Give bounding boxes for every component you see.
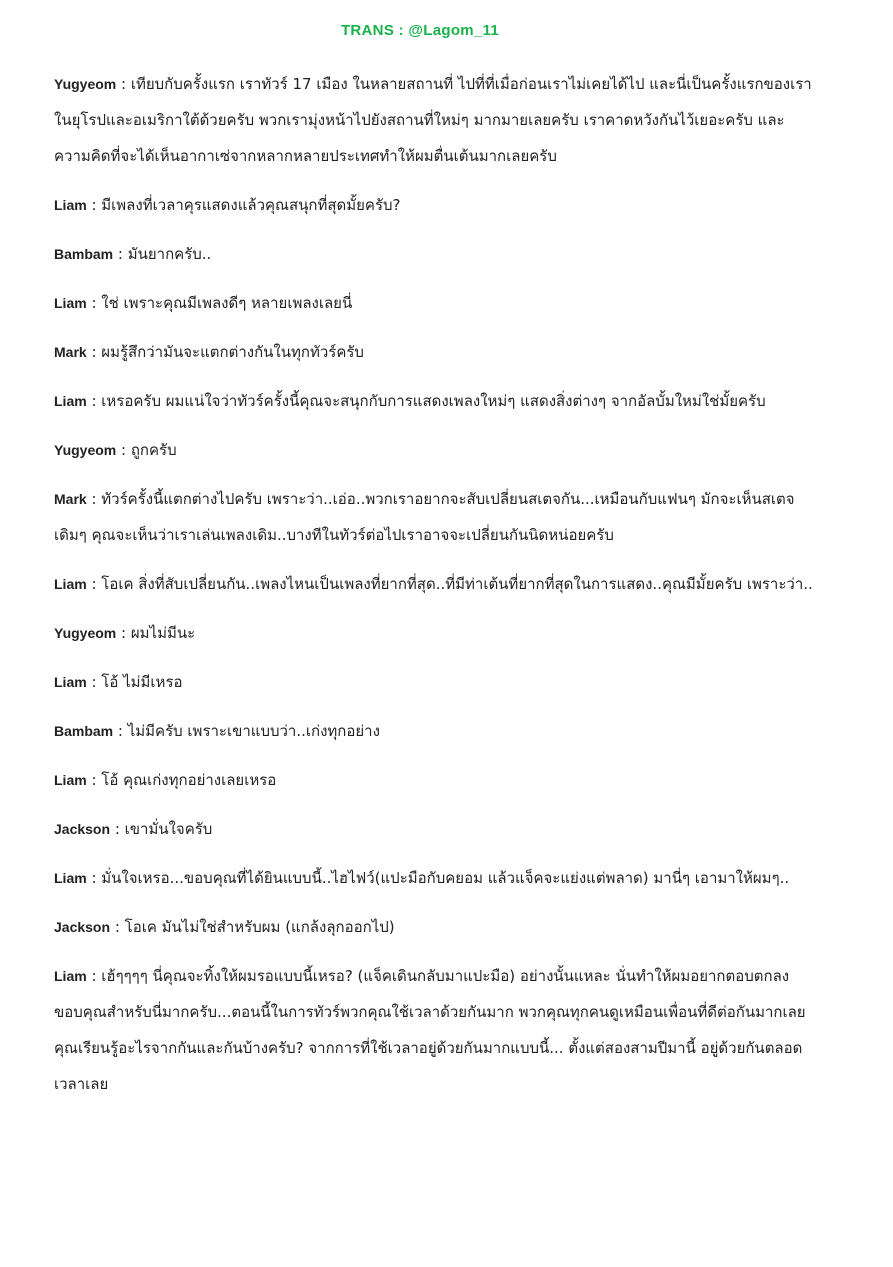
dialogue-line [54, 236, 816, 272]
speaker-separator: : [116, 624, 131, 642]
utterance-text: ผมรู้สึกว่ามันจะแตกต่างกันในทุกทัวร์ครับ [101, 343, 364, 361]
speaker-name: Bambam [54, 246, 114, 262]
dialogue-line [54, 187, 816, 223]
speaker-name: Yugyeom [54, 625, 117, 641]
speaker-name: Yugyeom [54, 442, 117, 458]
speaker-separator: : [86, 392, 102, 410]
interview-transcript [54, 66, 816, 1115]
speaker-separator: : [86, 673, 102, 691]
speaker-separator: : [86, 771, 102, 789]
dialogue-line [54, 811, 816, 847]
speaker-name: Liam [54, 870, 87, 886]
utterance-text: ไม่มีครับ เพราะเขาแบบว่า..เก่งทุกอย่าง [127, 722, 380, 740]
utterance-text: ทัวร์ครั้งนี้แตกต่างไปครับ เพราะว่า..เอ่อ..พวกเราอยากจะสับเปลี่ยนสเตจกัน...เหมือนกับแฟนๆ มักจะเห็นสเตจเดิมๆ คุณจะเห็นว่าเราเล่นเพลงเดิม..บางทีในทัวร์ต่อไปเราอาจจะเปลี่ยนกันนิดหน่อยครับ [54, 490, 795, 544]
dialogue-line [54, 481, 816, 553]
speaker-name: Jackson [54, 821, 111, 837]
speaker-separator: : [110, 820, 125, 838]
utterance-text: โอเค สิ่งที่สับเปลี่ยนกัน..เพลงไหนเป็นเพลงที่ยากที่สุด..ที่มีท่าเต้นที่ยากที่สุดในการแสดง..คุณมีมั้ยครับ เพราะว่า.. [101, 575, 813, 593]
speaker-separator: : [86, 343, 102, 361]
dialogue-line [54, 383, 816, 419]
utterance-text: โอเค มันไม่ใช่สำหรับผม (แกล้งลุกออกไป) [124, 918, 395, 936]
speaker-name: Liam [54, 393, 87, 409]
speaker-separator: : [86, 575, 102, 593]
utterance-text: มันยากครับ.. [127, 245, 212, 263]
speaker-name: Liam [54, 772, 87, 788]
utterance-text: ผมไม่มีนะ [130, 624, 196, 642]
dialogue-line [54, 285, 816, 321]
utterance-text: เหรอครับ ผมแน่ใจว่าทัวร์ครั้งนี้คุณจะสนุกกับการแสดงเพลงใหม่ๆ แสดงสิ่งต่างๆ จากอัลบั้มใหม่ใช่มั้ยครับ [101, 392, 766, 410]
speaker-name: Liam [54, 197, 87, 213]
utterance-text: โอ้ คุณเก่งทุกอย่างเลยเหรอ [101, 771, 277, 789]
dialogue-line [54, 334, 816, 370]
speaker-separator: : [116, 441, 131, 459]
speaker-separator: : [86, 294, 102, 312]
utterance-text: เทียบกับครั้งแรก เราทัวร์ 17 เมือง ในหลายสถานที่ ไปที่ที่เมื่อก่อนเราไม่เคยได้ไป และนี่เป็นครั้งแรกของเราในยุโรปและอเมริกาใต้ด้วยครับ พวกเรามุ่งหน้าไปยังสถานที่ใหม่ๆ มากมายเลยครับ เราคาดหวังกันไว้เยอะครับ และความคิดที่จะได้เห็นอากาเซ่จากหลากหลายประเทศทำให้ผมตื่นเต้นมากเลยครับ [54, 75, 812, 165]
dialogue-line [54, 762, 816, 798]
speaker-separator: : [86, 196, 102, 214]
speaker-separator: : [86, 490, 102, 508]
speaker-name: Liam [54, 968, 87, 984]
dialogue-line [54, 66, 816, 174]
speaker-name: Mark [54, 491, 87, 507]
speaker-separator: : [110, 918, 125, 936]
dialogue-line [54, 713, 816, 749]
dialogue-line [54, 432, 816, 468]
dialogue-line [54, 664, 816, 700]
speaker-name: Yugyeom [54, 76, 117, 92]
utterance-text: เฮ้ๆๆๆๆ นี่คุณจะทิ้งให้ผมรอแบบนี้เหรอ? (แจ็คเดินกลับมาแปะมือ) อย่างนั้นแหละ นั่นทำให้ผมอยากตอบตกลง ขอบคุณสำหรับนี่มากครับ...ตอนนี้ในการทัวร์พวกคุณใช้เวลาด้วยกันมาก พวกคุณทุกคนดูเหมือนเพื่อนที่ดีต่อกันมากเลย คุณเรียนรู้อะไรจากกันและกันบ้างครับ? จากการที่ใช้เวลาอยู่ด้วยกันมากแบบนี้... ตั้งแต่สองสามปีมานี้ อยู่ด้วยกันตลอดเวลาเลย [54, 967, 806, 1093]
utterance-text: ใช่ เพราะคุณมีเพลงดีๆ หลายเพลงเลยนี่ [101, 294, 353, 312]
speaker-name: Liam [54, 576, 87, 592]
speaker-name: Bambam [54, 723, 114, 739]
dialogue-line [54, 566, 816, 602]
speaker-separator: : [86, 869, 102, 887]
speaker-name: Liam [54, 295, 87, 311]
utterance-text: มีเพลงที่เวลาคุรแสดงแล้วคุณสนุกที่สุดมั้ยครับ? [101, 196, 401, 214]
speaker-separator: : [113, 245, 128, 263]
speaker-name: Liam [54, 674, 87, 690]
speaker-name: Jackson [54, 919, 111, 935]
utterance-text: โอ้ ไม่มีเหรอ [101, 673, 183, 691]
translator-credit: TRANS : @Lagom_11 [340, 22, 500, 39]
dialogue-line [54, 909, 816, 945]
speaker-separator: : [116, 75, 131, 93]
speaker-name: Mark [54, 344, 87, 360]
utterance-text: ถูกครับ [130, 441, 177, 459]
speaker-separator: : [86, 967, 102, 985]
dialogue-line [54, 958, 816, 1102]
dialogue-line [54, 860, 816, 896]
dialogue-line [54, 615, 816, 651]
speaker-separator: : [113, 722, 128, 740]
utterance-text: เขามั่นใจครับ [124, 820, 213, 838]
utterance-text: มั่นใจเหรอ...ขอบคุณที่ได้ยินแบบนี้..ไฮไฟว์(แปะมือกับคยอม แล้วแจ็คจะแย่งแต่พลาด) มานี่ๆ เอามาให้ผมๆ.. [101, 869, 790, 887]
